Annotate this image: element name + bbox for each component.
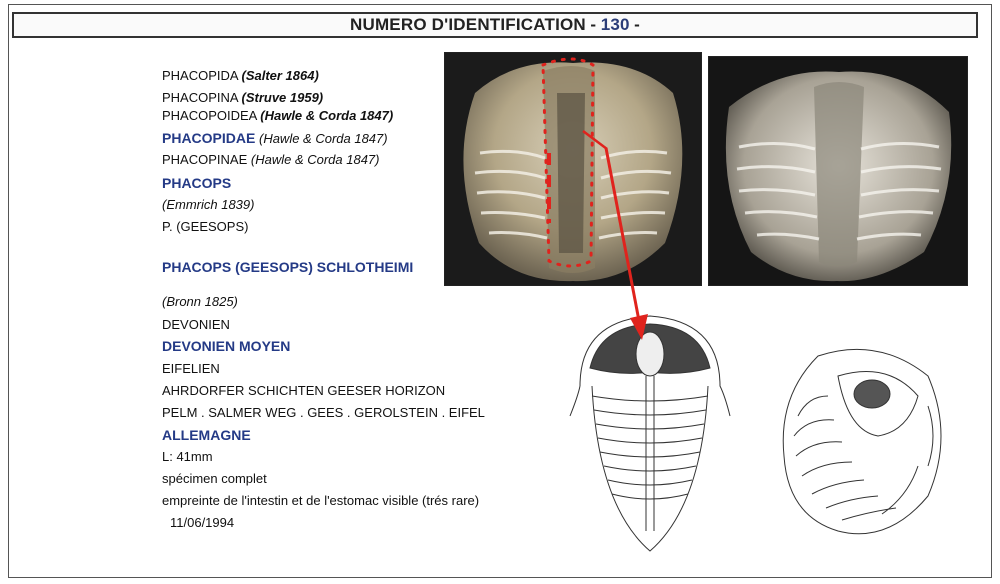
value-sous-ordre-text: PHACOPINA xyxy=(162,90,238,105)
value-periode-precise: DEVONIEN MOYEN xyxy=(162,338,291,354)
annotation-arrow xyxy=(580,130,660,345)
fossil-photo-front-graphic xyxy=(709,57,967,285)
annotation-arrow-graphic xyxy=(580,130,660,345)
value-ordre xyxy=(162,68,319,84)
value-super-famille-text: PHACOPOIDEA xyxy=(162,108,257,123)
trilobite-dorsal-drawing xyxy=(560,306,740,566)
header-dash-end: - xyxy=(634,15,640,34)
ref-sous-famille: (Hawle & Corda 1847) xyxy=(250,152,380,167)
value-sous-genre: P. (GEESOPS) xyxy=(162,219,249,234)
value-specimen: spécimen complet xyxy=(162,471,267,486)
value-particularite: empreinte de l'intestin et de l'estomac visible (trés rare) xyxy=(162,493,480,508)
fossil-photo-front xyxy=(708,56,968,286)
ref-famille: (Hawle & Corda 1847) xyxy=(258,131,388,146)
ref-sous-ordre: (Struve 1959) xyxy=(241,90,324,105)
value-localite: PELM . SALMER WEG . GEES . GEROLSTEIN . EIFEL xyxy=(162,405,485,420)
value-auteur-genre: (Emmrich 1839) xyxy=(162,197,255,212)
value-ordre-text: PHACOPIDA xyxy=(162,68,238,83)
value-sous-famille-text: PHACOPINAE xyxy=(162,152,248,167)
value-periode: DEVONIEN xyxy=(162,317,230,332)
ref-ordre: (Salter 1864) xyxy=(241,68,319,83)
value-auteur-espece: (Bronn 1825) xyxy=(162,294,238,309)
trilobite-enrolled-drawing xyxy=(778,336,954,546)
value-pays: ALLEMAGNE xyxy=(162,427,251,443)
fossil-photo-annotated xyxy=(444,52,702,286)
value-super-famille xyxy=(162,108,393,124)
value-formation: AHRDORFER SCHICHTEN GEESER HORIZON xyxy=(162,383,446,398)
trilobite-dorsal-graphic xyxy=(560,306,740,566)
value-date: 11/06/1994 xyxy=(170,515,235,530)
fossil-photo-annotated-graphic xyxy=(445,53,701,285)
value-age: EIFELIEN xyxy=(162,361,220,376)
header-dash: - xyxy=(590,15,597,34)
ref-super-famille: (Hawle & Corda 1847) xyxy=(260,108,394,123)
header-title: NUMERO D'IDENTIFICATION xyxy=(349,15,586,34)
value-sous-ordre xyxy=(162,90,323,106)
identification-number: 130 xyxy=(600,15,630,34)
value-espece: PHACOPS (GEESOPS) SCHLOTHEIMI xyxy=(162,259,414,275)
value-famille-text: PHACOPIDAE xyxy=(162,130,256,146)
header-box xyxy=(12,12,978,38)
value-famille xyxy=(162,130,388,147)
trilobite-enrolled-graphic xyxy=(778,336,954,546)
value-sous-famille xyxy=(162,152,380,168)
value-genre: PHACOPS xyxy=(162,175,232,191)
value-taille: L: 41mm xyxy=(162,449,213,464)
